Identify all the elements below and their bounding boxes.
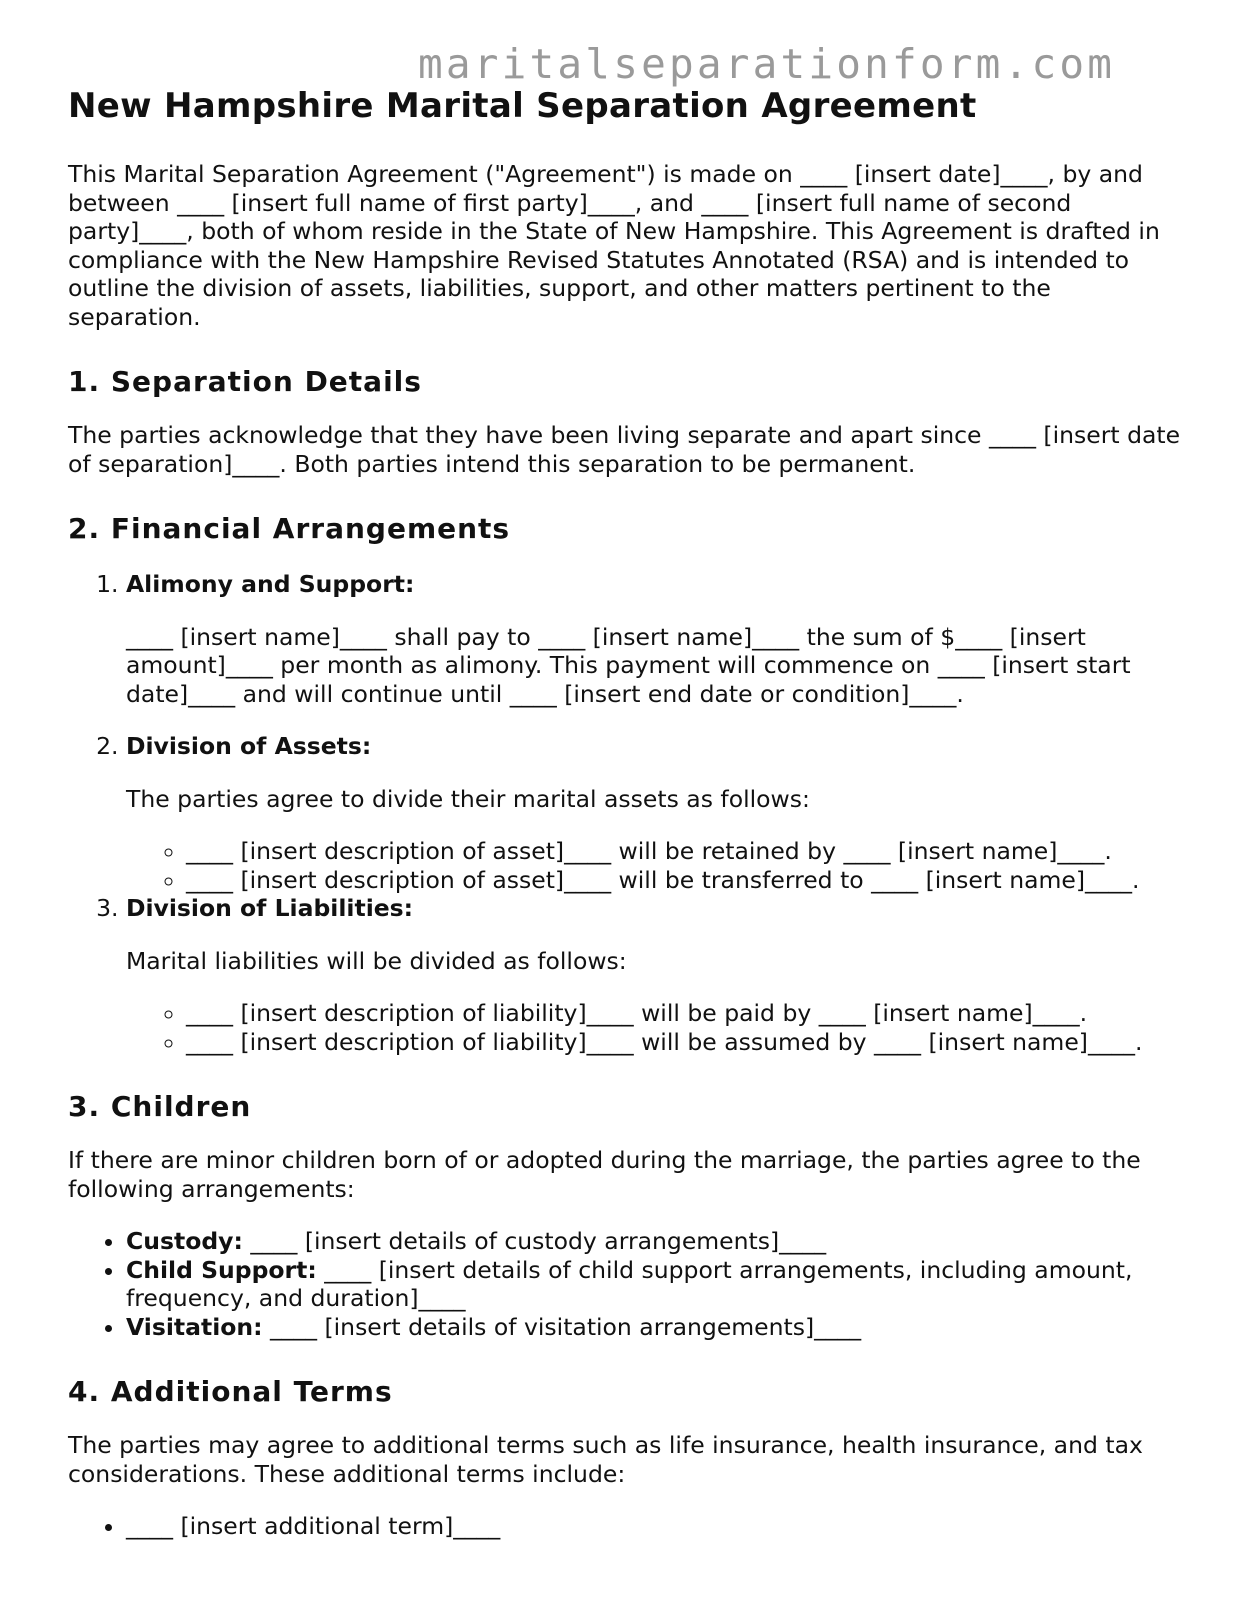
- custody-label: Custody:: [126, 1227, 243, 1255]
- list-item: [126, 1227, 1188, 1256]
- section-heading-separation: 1. Separation Details: [68, 365, 422, 398]
- section-heading-financial: 2. Financial Arrangements: [68, 512, 511, 545]
- additional-list: [68, 1512, 1188, 1541]
- liabilities-list: [126, 999, 1188, 1056]
- liabilities-title: 3. Division of Liabilities:: [126, 894, 414, 922]
- financial-item-liabilities: [126, 894, 1188, 1056]
- intro-paragraph: This Marital Separation Agreement ("Agreement") is made on ____ [insert date]____, by and between ____ [insert full name of first party]____, and ____ [insert full name of second party]____, both of whom reside in the State of New Hampshire. This Agreement is drafted in compliance with the New Hampshire Revised Statutes Annotated (RSA) and is intended to outline the division of assets, liabilities, support, and other matters pertinent to the separation.: [68, 160, 1160, 331]
- separation-paragraph: The parties acknowledge that they have been living separate and apart since ____ [insert date of separation]____. Both parties intend this separation to be permanent.: [68, 421, 1181, 478]
- visitation-label: Visitation:: [126, 1312, 263, 1341]
- list-item: [126, 1313, 1188, 1342]
- additional-paragraph: The parties may agree to additional terms such as life insurance, health insurance, and tax considerations. These additional terms include:: [68, 1431, 1143, 1488]
- children-list: [68, 1227, 1188, 1341]
- assets-list: [126, 837, 1188, 894]
- alimony-text: ____ [insert name]____ shall pay to ____ [insert name]____ the sum of $____ [insert amount]____ per month as alimony. This payment will commence on ____ [insert start date]____ and will continue until ____ [insert end date or condition]____.: [126, 622, 1131, 708]
- children-paragraph: If there are minor children born of or adopted during the marriage, the parties agree to the following arrangements:: [68, 1146, 1141, 1203]
- child-support-label: Child Support:: [126, 1255, 317, 1284]
- section-heading-additional: 4. Additional Terms: [68, 1375, 393, 1408]
- assets-title: 2. Division of Assets:: [126, 732, 372, 760]
- list-item: [126, 1256, 1188, 1313]
- financial-item-alimony: [126, 570, 1188, 708]
- section-heading-children: 3. Children: [68, 1090, 252, 1123]
- financial-list: [68, 570, 1188, 1056]
- list-item: ◦ ____ [insert description of asset]____ will be transferred to ____ [insert name]____.: [186, 866, 1188, 895]
- liabilities-text: Marital liabilities will be divided as follows:: [126, 946, 627, 975]
- list-item: ◦ ____ [insert description of liability]____ will be assumed by ____ [insert name]____.: [186, 1028, 1188, 1057]
- list-item: ◦ ____ [insert description of liability]____ will be paid by ____ [insert name]____.: [186, 999, 1188, 1028]
- list-item: ◦ ____ [insert description of asset]____ will be retained by ____ [insert name]____.: [186, 837, 1188, 866]
- document-title: New Hampshire Marital Separation Agreement: [68, 86, 977, 126]
- list-item: • ____ [insert additional term]____: [126, 1512, 1188, 1541]
- watermark: maritalseparationform.com: [418, 40, 1116, 88]
- child-support-text: ____ [insert details of child support arrangements, including amount, frequency, and duration]____: [126, 1255, 1133, 1312]
- document-content: [68, 84, 1188, 1541]
- financial-item-assets: [126, 732, 1188, 894]
- assets-text: The parties agree to divide their marital assets as follows:: [126, 784, 810, 813]
- alimony-title: 1. Alimony and Support:: [126, 570, 415, 598]
- custody-text: ____ [insert details of custody arrangements]____: [242, 1227, 827, 1255]
- visitation-text: ____ [insert details of visitation arrangements]____: [262, 1312, 862, 1341]
